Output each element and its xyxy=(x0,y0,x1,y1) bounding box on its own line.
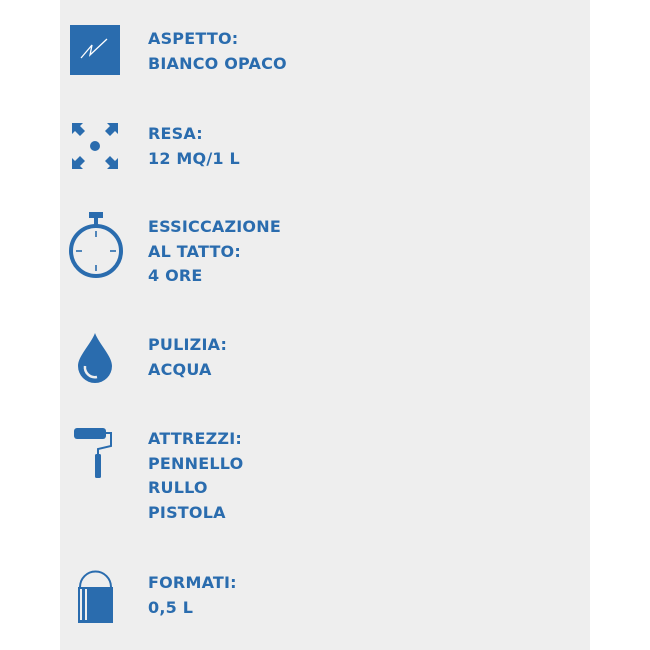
spec-label: RESA: xyxy=(148,124,203,143)
spec-value: 0,5 L xyxy=(148,597,194,617)
spec-value: 4 ORE xyxy=(148,266,203,285)
spec-label: PULIZIA: xyxy=(148,335,228,354)
spec-value: BIANCO OPACO xyxy=(148,53,287,73)
spec-value: RULLO xyxy=(148,478,208,497)
spec-label: ESSICCAZIONE xyxy=(148,217,281,236)
spec-value: PENNELLO xyxy=(148,453,244,473)
spec-label: ASPETTO: xyxy=(148,29,239,48)
stopwatch-icon xyxy=(67,210,125,282)
spec-label: AL TATTO: xyxy=(148,241,241,261)
paint-bucket-icon xyxy=(78,570,113,624)
finish-icon xyxy=(70,25,120,75)
spec-value: 12 MQ/1 L xyxy=(148,148,240,168)
spec-value: PISTOLA xyxy=(148,502,226,522)
paint-roller-icon xyxy=(73,427,115,479)
coverage-icon xyxy=(70,121,120,171)
spec-label: FORMATI: xyxy=(148,573,237,592)
water-drop-icon xyxy=(77,332,113,384)
spec-label: ATTREZZI: xyxy=(148,429,242,448)
spec-value: ACQUA xyxy=(148,359,212,379)
product-specs-panel xyxy=(60,0,590,650)
